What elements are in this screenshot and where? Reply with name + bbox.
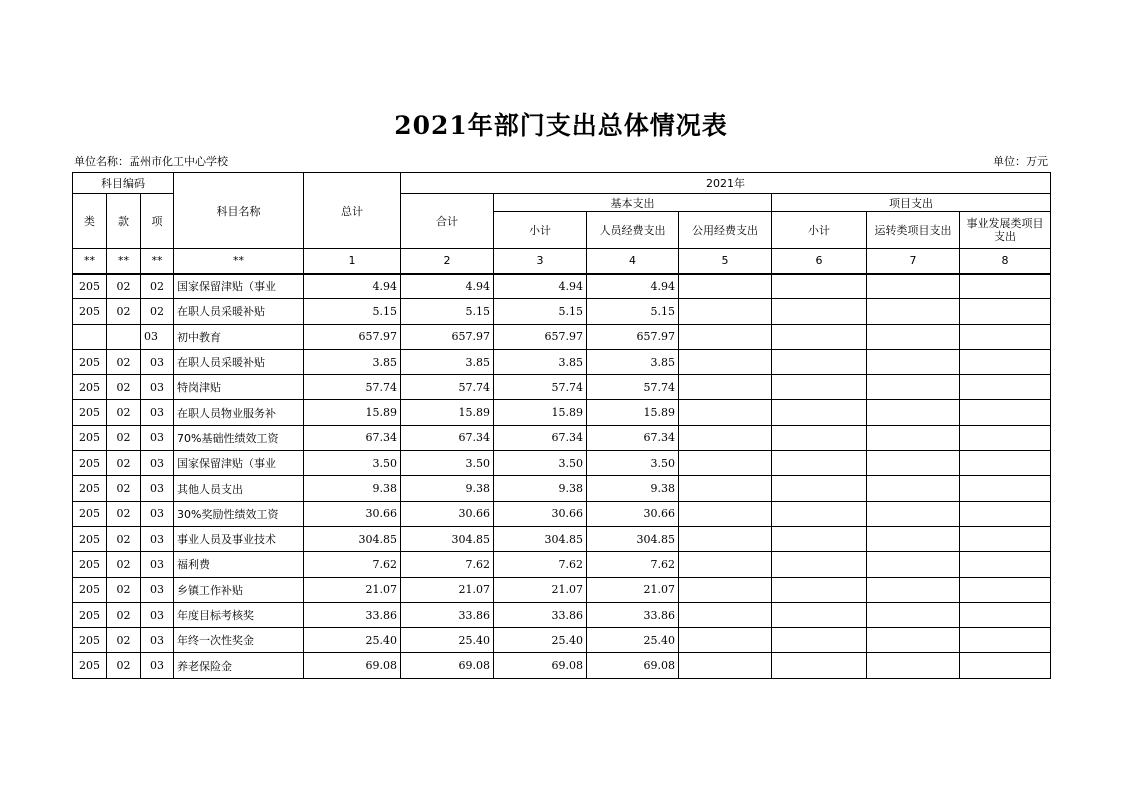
total-cell: 304.85	[304, 526, 401, 551]
kuan-cell: 02	[107, 501, 141, 526]
xiang-cell: 03	[141, 628, 174, 653]
personnel-cell: 57.74	[587, 375, 679, 400]
project-subtotal-cell	[772, 476, 867, 501]
basic-subtotal-cell: 67.34	[494, 425, 587, 450]
transfer-cell	[867, 577, 960, 602]
basic-subtotal-cell: 3.50	[494, 451, 587, 476]
star-marker: **	[107, 249, 141, 274]
development-cell	[960, 501, 1051, 526]
xiang-header: 项	[141, 194, 174, 249]
public-cell	[679, 577, 772, 602]
transfer-cell	[867, 501, 960, 526]
public-cell	[679, 274, 772, 299]
development-cell	[960, 349, 1051, 374]
total-cell: 7.62	[304, 552, 401, 577]
project-subtotal-cell	[772, 400, 867, 425]
basic-subtotal-cell: 657.97	[494, 324, 587, 349]
transfer-cell	[867, 400, 960, 425]
xiang-cell: 03	[141, 324, 174, 349]
star-marker: **	[174, 249, 304, 274]
personnel-cell: 69.08	[587, 653, 679, 678]
sum-cell: 4.94	[401, 274, 494, 299]
public-cell	[679, 526, 772, 551]
lei-cell: 205	[73, 653, 107, 678]
column-number: 2	[401, 249, 494, 274]
personnel-cell: 5.15	[587, 299, 679, 324]
public-cell	[679, 425, 772, 450]
public-cell	[679, 602, 772, 627]
development-cell	[960, 400, 1051, 425]
kuan-cell: 02	[107, 451, 141, 476]
kuan-cell: 02	[107, 628, 141, 653]
lei-cell: 205	[73, 375, 107, 400]
public-cell	[679, 476, 772, 501]
project-subtotal-cell	[772, 577, 867, 602]
xiang-cell: 02	[141, 274, 174, 299]
project-subtotal-cell	[772, 274, 867, 299]
xiang-cell: 03	[141, 451, 174, 476]
project-subtotal-cell	[772, 501, 867, 526]
total-cell: 4.94	[304, 274, 401, 299]
total-cell: 9.38	[304, 476, 401, 501]
basic-subtotal-cell: 4.94	[494, 274, 587, 299]
basic-expenditure-header: 基本支出	[494, 194, 772, 212]
basic-subtotal-cell: 5.15	[494, 299, 587, 324]
personnel-cell: 3.85	[587, 349, 679, 374]
transfer-cell	[867, 375, 960, 400]
transfer-cell	[867, 324, 960, 349]
kuan-cell: 02	[107, 526, 141, 551]
project-subtotal-cell	[772, 324, 867, 349]
transfer-project-header: 运转类项目支出	[867, 212, 960, 249]
basic-subtotal-cell: 304.85	[494, 526, 587, 551]
transfer-cell	[867, 451, 960, 476]
public-cell	[679, 451, 772, 476]
subject-name-cell: 国家保留津贴（事业	[174, 274, 304, 299]
subject-name-header: 科目名称	[174, 173, 304, 249]
sum-cell: 657.97	[401, 324, 494, 349]
transfer-cell	[867, 299, 960, 324]
table-row	[73, 274, 1051, 299]
sum-header: 合计	[401, 194, 494, 249]
project-subtotal-cell	[772, 653, 867, 678]
lei-cell: 205	[73, 425, 107, 450]
total-cell: 33.86	[304, 602, 401, 627]
total-cell: 21.07	[304, 577, 401, 602]
public-cell	[679, 375, 772, 400]
total-cell: 3.85	[304, 349, 401, 374]
personnel-cell: 30.66	[587, 501, 679, 526]
public-cell	[679, 349, 772, 374]
table-row	[73, 299, 1051, 324]
basic-subtotal-cell: 33.86	[494, 602, 587, 627]
sum-cell: 15.89	[401, 400, 494, 425]
personnel-cell: 3.50	[587, 451, 679, 476]
column-number: 8	[960, 249, 1051, 274]
project-subtotal-cell	[772, 602, 867, 627]
lei-cell: 205	[73, 526, 107, 551]
development-cell	[960, 526, 1051, 551]
personnel-cell: 67.34	[587, 425, 679, 450]
lei-cell: 205	[73, 451, 107, 476]
project-subtotal-cell	[772, 349, 867, 374]
sum-cell: 7.62	[401, 552, 494, 577]
xiang-cell: 03	[141, 375, 174, 400]
kuan-header: 款	[107, 194, 141, 249]
public-cell	[679, 299, 772, 324]
development-cell	[960, 274, 1051, 299]
xiang-cell: 02	[141, 299, 174, 324]
xiang-cell: 03	[141, 577, 174, 602]
sum-cell: 5.15	[401, 299, 494, 324]
project-subtotal-cell	[772, 375, 867, 400]
total-cell: 30.66	[304, 501, 401, 526]
personnel-cell: 304.85	[587, 526, 679, 551]
subject-name-cell: 国家保留津贴（事业	[174, 451, 304, 476]
basic-subtotal-cell: 30.66	[494, 501, 587, 526]
table-row	[73, 324, 1051, 349]
sum-cell: 69.08	[401, 653, 494, 678]
kuan-cell	[107, 324, 141, 349]
personnel-cell: 21.07	[587, 577, 679, 602]
xiang-cell: 03	[141, 552, 174, 577]
project-subtotal-header: 小计	[772, 212, 867, 249]
table-row	[73, 349, 1051, 374]
subject-name-cell: 在职人员采暖补贴	[174, 299, 304, 324]
xiang-cell: 03	[141, 349, 174, 374]
unit-name-label: 单位名称：孟州市化工中心学校	[74, 155, 228, 168]
subject-name-cell: 30%奖励性绩效工资	[174, 501, 304, 526]
personnel-cell: 25.40	[587, 628, 679, 653]
kuan-cell: 02	[107, 552, 141, 577]
xiang-cell: 03	[141, 476, 174, 501]
public-cell	[679, 501, 772, 526]
sum-cell: 67.34	[401, 425, 494, 450]
subject-name-cell: 乡镇工作补贴	[174, 577, 304, 602]
project-subtotal-cell	[772, 425, 867, 450]
currency-unit-label: 单位：万元	[993, 155, 1048, 168]
basic-subtotal-cell: 9.38	[494, 476, 587, 501]
xiang-cell: 03	[141, 602, 174, 627]
xiang-cell: 03	[141, 526, 174, 551]
total-cell: 67.34	[304, 425, 401, 450]
project-expenditure-header: 项目支出	[772, 194, 1051, 212]
table-body	[73, 274, 1051, 679]
sum-cell: 30.66	[401, 501, 494, 526]
public-cell	[679, 552, 772, 577]
personnel-cell: 15.89	[587, 400, 679, 425]
development-cell	[960, 552, 1051, 577]
kuan-cell: 02	[107, 375, 141, 400]
development-cell	[960, 299, 1051, 324]
development-cell	[960, 476, 1051, 501]
development-cell	[960, 324, 1051, 349]
kuan-cell: 02	[107, 349, 141, 374]
total-cell: 5.15	[304, 299, 401, 324]
expenditure-table	[72, 172, 1051, 679]
sum-cell: 9.38	[401, 476, 494, 501]
subject-name-cell: 在职人员采暖补贴	[174, 349, 304, 374]
basic-subtotal-cell: 3.85	[494, 349, 587, 374]
lei-cell: 205	[73, 400, 107, 425]
subject-name-cell: 特岗津贴	[174, 375, 304, 400]
public-cell	[679, 653, 772, 678]
lei-cell: 205	[73, 552, 107, 577]
xiang-cell: 03	[141, 501, 174, 526]
column-number: 1	[304, 249, 401, 274]
lei-cell: 205	[73, 602, 107, 627]
subject-name-cell: 其他人员支出	[174, 476, 304, 501]
personnel-cell: 9.38	[587, 476, 679, 501]
transfer-cell	[867, 349, 960, 374]
kuan-cell: 02	[107, 476, 141, 501]
subject-name-cell: 事业人员及事业技术	[174, 526, 304, 551]
transfer-cell	[867, 526, 960, 551]
kuan-cell: 02	[107, 577, 141, 602]
public-cell	[679, 324, 772, 349]
development-project-header: 事业发展类项目支出	[960, 212, 1051, 249]
transfer-cell	[867, 552, 960, 577]
total-cell: 657.97	[304, 324, 401, 349]
personnel-cell: 657.97	[587, 324, 679, 349]
table-row	[73, 628, 1051, 653]
subject-name-cell: 年度目标考核奖	[174, 602, 304, 627]
development-cell	[960, 425, 1051, 450]
subject-code-header: 科目编码	[73, 173, 174, 194]
basic-subtotal-cell: 21.07	[494, 577, 587, 602]
project-subtotal-cell	[772, 628, 867, 653]
sum-cell: 21.07	[401, 577, 494, 602]
xiang-cell: 03	[141, 425, 174, 450]
table-row	[73, 577, 1051, 602]
subject-name-cell: 养老保险金	[174, 653, 304, 678]
table-row	[73, 476, 1051, 501]
year-header: 2021年	[401, 173, 1051, 194]
development-cell	[960, 577, 1051, 602]
lei-cell: 205	[73, 274, 107, 299]
public-expense-header: 公用经费支出	[679, 212, 772, 249]
table-row	[73, 375, 1051, 400]
transfer-cell	[867, 476, 960, 501]
sum-cell: 57.74	[401, 375, 494, 400]
basic-subtotal-cell: 57.74	[494, 375, 587, 400]
kuan-cell: 02	[107, 602, 141, 627]
project-subtotal-cell	[772, 526, 867, 551]
total-cell: 57.74	[304, 375, 401, 400]
kuan-cell: 02	[107, 425, 141, 450]
column-number: 5	[679, 249, 772, 274]
lei-cell: 205	[73, 501, 107, 526]
table-row	[73, 451, 1051, 476]
table-header	[73, 173, 1051, 274]
development-cell	[960, 602, 1051, 627]
basic-subtotal-cell: 25.40	[494, 628, 587, 653]
project-subtotal-cell	[772, 299, 867, 324]
kuan-cell: 02	[107, 653, 141, 678]
sum-cell: 3.50	[401, 451, 494, 476]
lei-cell: 205	[73, 299, 107, 324]
subject-name-cell: 初中教育	[174, 324, 304, 349]
transfer-cell	[867, 653, 960, 678]
page-title: 2021年部门支出总体情况表	[394, 111, 728, 140]
subject-name-cell: 70%基础性绩效工资	[174, 425, 304, 450]
basic-subtotal-cell: 15.89	[494, 400, 587, 425]
column-number: 3	[494, 249, 587, 274]
subject-name-cell: 在职人员物业服务补	[174, 400, 304, 425]
star-marker: **	[73, 249, 107, 274]
sum-cell: 3.85	[401, 349, 494, 374]
development-cell	[960, 653, 1051, 678]
table-row	[73, 425, 1051, 450]
total-cell: 15.89	[304, 400, 401, 425]
personnel-cell: 7.62	[587, 552, 679, 577]
personnel-cell: 4.94	[587, 274, 679, 299]
column-number: 4	[587, 249, 679, 274]
column-number: 7	[867, 249, 960, 274]
transfer-cell	[867, 602, 960, 627]
public-cell	[679, 400, 772, 425]
xiang-cell: 03	[141, 653, 174, 678]
xiang-cell: 03	[141, 400, 174, 425]
total-cell: 69.08	[304, 653, 401, 678]
kuan-cell: 02	[107, 400, 141, 425]
table-row	[73, 526, 1051, 551]
table-row	[73, 653, 1051, 678]
star-marker: **	[141, 249, 174, 274]
lei-cell: 205	[73, 476, 107, 501]
basic-subtotal-cell: 7.62	[494, 552, 587, 577]
sum-cell: 25.40	[401, 628, 494, 653]
subject-name-cell: 年终一次性奖金	[174, 628, 304, 653]
table-row	[73, 602, 1051, 627]
table-row	[73, 400, 1051, 425]
total-header: 总计	[304, 173, 401, 249]
lei-cell: 205	[73, 349, 107, 374]
table-row	[73, 501, 1051, 526]
sum-cell: 33.86	[401, 602, 494, 627]
column-number: 6	[772, 249, 867, 274]
transfer-cell	[867, 274, 960, 299]
project-subtotal-cell	[772, 552, 867, 577]
basic-subtotal-header: 小计	[494, 212, 587, 249]
lei-cell: 205	[73, 577, 107, 602]
public-cell	[679, 628, 772, 653]
transfer-cell	[867, 628, 960, 653]
kuan-cell: 02	[107, 274, 141, 299]
personnel-cell: 33.86	[587, 602, 679, 627]
lei-cell	[73, 324, 107, 349]
development-cell	[960, 628, 1051, 653]
total-cell: 25.40	[304, 628, 401, 653]
development-cell	[960, 451, 1051, 476]
subject-name-cell: 福利费	[174, 552, 304, 577]
project-subtotal-cell	[772, 451, 867, 476]
transfer-cell	[867, 425, 960, 450]
personnel-expense-header: 人员经费支出	[587, 212, 679, 249]
table-row	[73, 552, 1051, 577]
basic-subtotal-cell: 69.08	[494, 653, 587, 678]
total-cell: 3.50	[304, 451, 401, 476]
sum-cell: 304.85	[401, 526, 494, 551]
kuan-cell: 02	[107, 299, 141, 324]
development-cell	[960, 375, 1051, 400]
lei-cell: 205	[73, 628, 107, 653]
lei-header: 类	[73, 194, 107, 249]
